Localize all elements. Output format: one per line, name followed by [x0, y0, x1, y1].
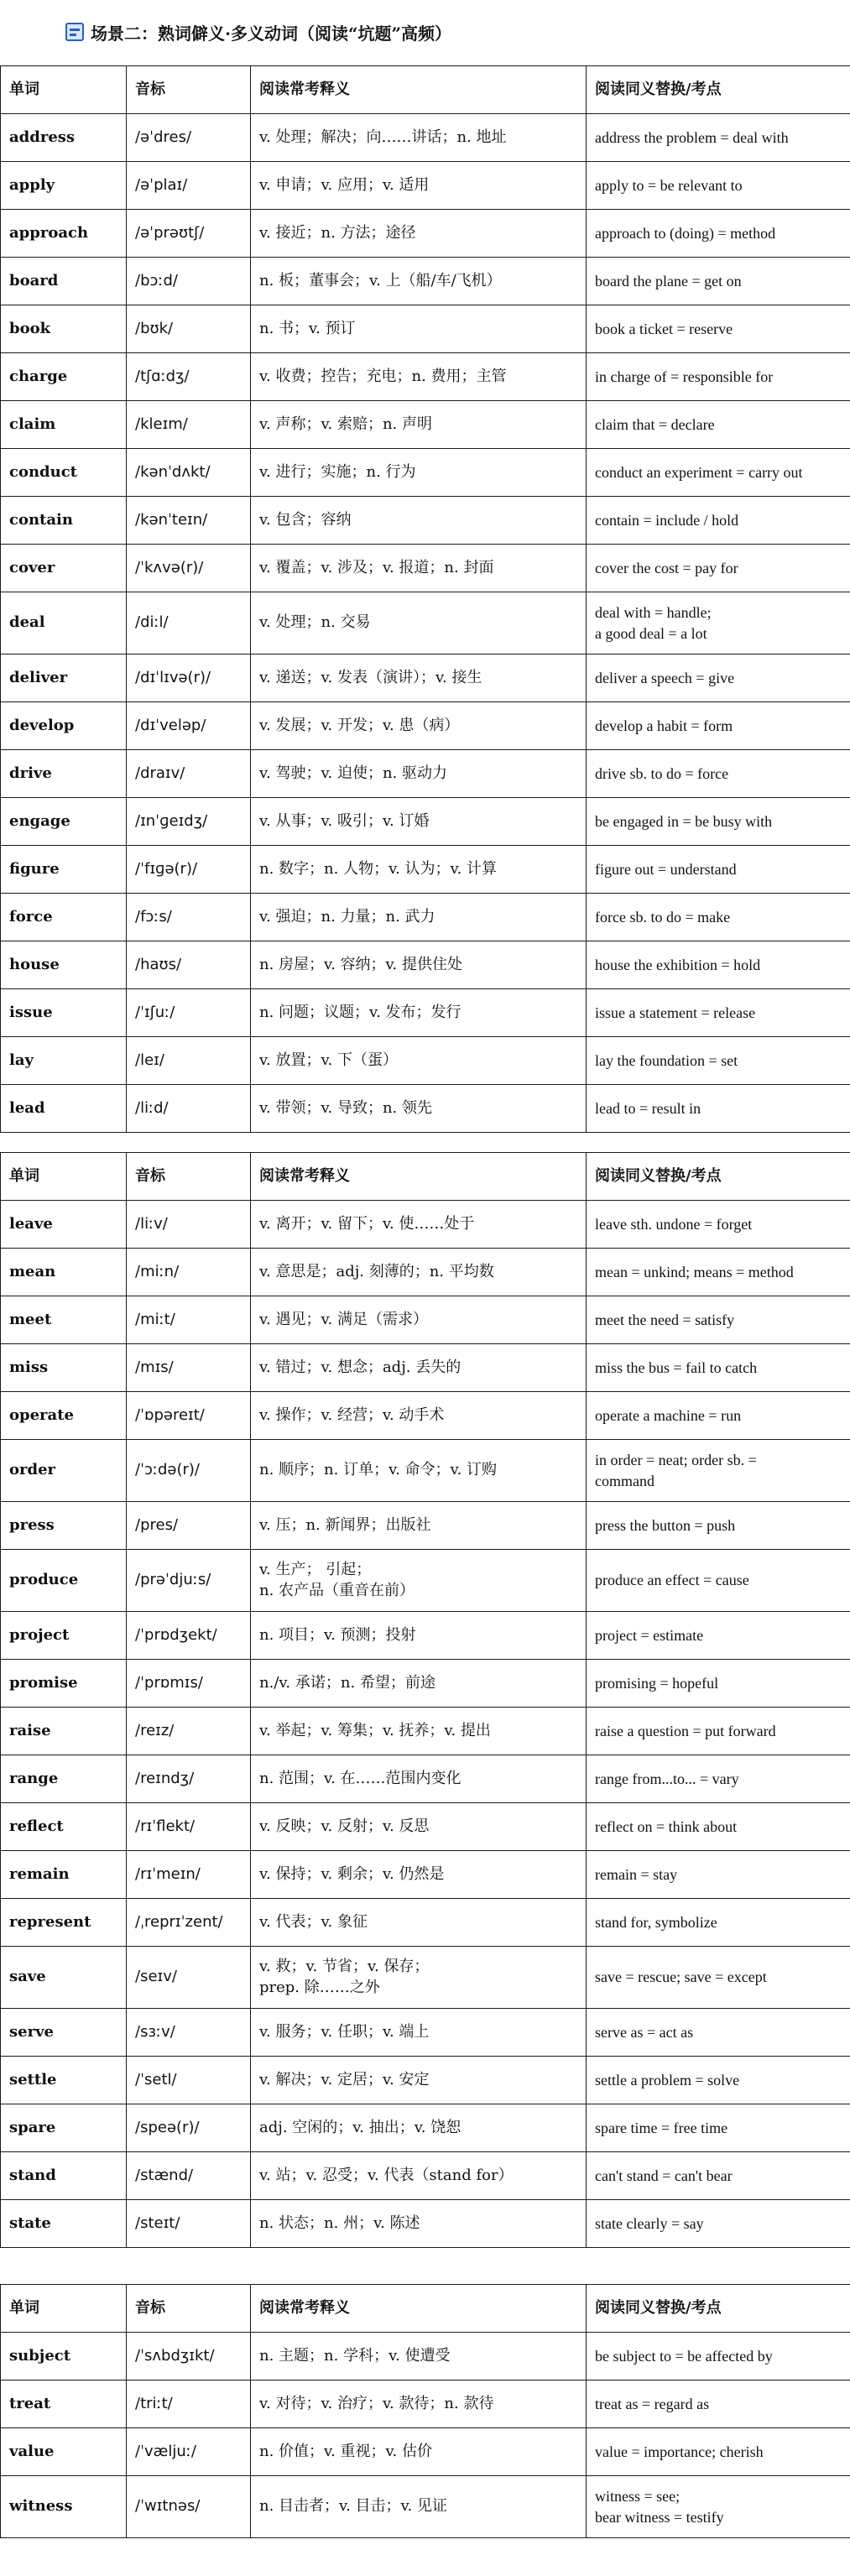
- phonetic-cell: /rɪˈflekt/: [127, 1803, 251, 1851]
- word-cell: value: [1, 2428, 127, 2476]
- phonetic-cell: /liːd/: [127, 1085, 251, 1133]
- word-cell: engage: [1, 798, 127, 846]
- phonetic-cell: /pres/: [127, 1502, 251, 1550]
- header-phonetic: 音标: [127, 66, 251, 114]
- phonetic-cell: /ˈsʌbdʒɪkt/: [127, 2333, 251, 2380]
- table-row: [1, 1947, 850, 2009]
- phonetic-cell: /rɪˈmeɪn/: [127, 1851, 251, 1899]
- header-word: 单词: [1, 1153, 127, 1201]
- meaning-cell: v. 驾驶；v. 迫使；n. 驱动力: [251, 750, 587, 798]
- word-cell: spare: [1, 2104, 127, 2152]
- table-row: [1, 114, 850, 162]
- meaning-cell: v. 救；v. 节省；v. 保存； prep. 除……之外: [251, 1947, 587, 2009]
- synonym-cell: produce an effect = cause: [587, 1550, 850, 1612]
- table-row: [1, 1502, 850, 1550]
- table-row: [1, 1660, 850, 1708]
- meaning-cell: v. 处理；解决；向……讲话；n. 地址: [251, 114, 587, 162]
- table-row: [1, 2200, 850, 2248]
- synonym-cell: figure out = understand: [587, 846, 850, 894]
- table-row: [1, 1085, 850, 1133]
- phonetic-cell: /əˈplaɪ/: [127, 162, 251, 210]
- synonym-cell: deal with = handle; a good deal = a lot: [587, 592, 850, 654]
- word-cell: deliver: [1, 654, 127, 702]
- meaning-cell: v. 代表；v. 象征: [251, 1899, 587, 1947]
- word-cell: settle: [1, 2057, 127, 2104]
- meaning-cell: n. 数字；n. 人物；v. 认为；v. 计算: [251, 846, 587, 894]
- word-cell: subject: [1, 2333, 127, 2380]
- table-row: [1, 449, 850, 497]
- meaning-cell: v. 保持；v. 剩余；v. 仍然是: [251, 1851, 587, 1899]
- phonetic-cell: /stænd/: [127, 2152, 251, 2200]
- meaning-cell: v. 接近；n. 方法；途径: [251, 210, 587, 258]
- word-cell: leave: [1, 1201, 127, 1249]
- synonym-cell: address the problem = deal with: [587, 114, 850, 162]
- table-row: [1, 2057, 850, 2104]
- word-cell: reflect: [1, 1803, 127, 1851]
- meaning-cell: n. 目击者；v. 目击；v. 见证: [251, 2476, 587, 2538]
- synonym-cell: develop a habit = form: [587, 702, 850, 750]
- word-cell: order: [1, 1440, 127, 1502]
- phonetic-cell: /ɪnˈɡeɪdʒ/: [127, 798, 251, 846]
- table-row: [1, 1755, 850, 1803]
- word-cell: produce: [1, 1550, 127, 1612]
- meaning-cell: n. 价值；v. 重视；v. 估价: [251, 2428, 587, 2476]
- meaning-cell: n. 状态；n. 州；v. 陈述: [251, 2200, 587, 2248]
- word-cell: miss: [1, 1344, 127, 1392]
- word-cell: range: [1, 1755, 127, 1803]
- table-row: [1, 1612, 850, 1660]
- synonym-cell: lay the foundation = set: [587, 1037, 850, 1085]
- table-row: [1, 353, 850, 401]
- table-row: [1, 258, 850, 305]
- synonym-cell: raise a question = put forward: [587, 1708, 850, 1755]
- synonym-cell: in charge of = responsible for: [587, 353, 850, 401]
- table-row: [1, 654, 850, 702]
- header-word: 单词: [1, 2285, 127, 2333]
- table-row: [1, 305, 850, 353]
- synonym-cell: miss the bus = fail to catch: [587, 1344, 850, 1392]
- meaning-cell: v. 强迫；n. 力量；n. 武力: [251, 894, 587, 941]
- synonym-cell: state clearly = say: [587, 2200, 850, 2248]
- phonetic-cell: /steɪt/: [127, 2200, 251, 2248]
- phonetic-cell: /ˈfɪɡə(r)/: [127, 846, 251, 894]
- meaning-cell: v. 错过；v. 想念；adj. 丢失的: [251, 1344, 587, 1392]
- phonetic-cell: /haʊs/: [127, 941, 251, 989]
- meaning-cell: n. 板；董事会；v. 上（船/车/飞机）: [251, 258, 587, 305]
- table-row: [1, 1201, 850, 1249]
- word-cell: lay: [1, 1037, 127, 1085]
- word-cell: represent: [1, 1899, 127, 1947]
- meaning-cell: v. 包含；容纳: [251, 497, 587, 545]
- vocab-table-3: [0, 2284, 850, 2538]
- table-row: [1, 592, 850, 654]
- phonetic-cell: /ˈvæljuː/: [127, 2428, 251, 2476]
- meaning-cell: v. 声称；v. 索赔；n. 声明: [251, 401, 587, 449]
- vocab-table-1: [0, 65, 850, 1133]
- word-cell: force: [1, 894, 127, 941]
- meaning-cell: v. 收费；控告；充电；n. 费用；主管: [251, 353, 587, 401]
- word-cell: deal: [1, 592, 127, 654]
- table-row: [1, 1708, 850, 1755]
- meaning-cell: v. 处理；n. 交易: [251, 592, 587, 654]
- header-phonetic: 音标: [127, 2285, 251, 2333]
- word-cell: claim: [1, 401, 127, 449]
- word-cell: charge: [1, 353, 127, 401]
- phonetic-cell: /dɪˈlɪvə(r)/: [127, 654, 251, 702]
- meaning-cell: n. 顺序；n. 订单；v. 命令；v. 订购: [251, 1440, 587, 1502]
- meaning-cell: v. 解决；v. 定居；v. 安定: [251, 2057, 587, 2104]
- table-row: [1, 210, 850, 258]
- phonetic-cell: /ˌreprɪˈzent/: [127, 1899, 251, 1947]
- synonym-cell: cover the cost = pay for: [587, 545, 850, 592]
- phonetic-cell: /prəˈdjuːs/: [127, 1550, 251, 1612]
- word-cell: raise: [1, 1708, 127, 1755]
- phonetic-cell: /ˈɒpəreɪt/: [127, 1392, 251, 1440]
- meaning-cell: v. 反映；v. 反射；v. 反思: [251, 1803, 587, 1851]
- word-cell: mean: [1, 1249, 127, 1296]
- table-row: [1, 2152, 850, 2200]
- table-row: [1, 1440, 850, 1502]
- meaning-cell: v. 申请；v. 应用；v. 适用: [251, 162, 587, 210]
- phonetic-cell: /miːt/: [127, 1296, 251, 1344]
- word-cell: figure: [1, 846, 127, 894]
- meaning-cell: v. 放置；v. 下（蛋）: [251, 1037, 587, 1085]
- meaning-cell: v. 从事；v. 吸引；v. 订婚: [251, 798, 587, 846]
- header-synonym: 阅读同义替换/考点: [587, 1153, 850, 1201]
- meaning-cell: v. 离开；v. 留下；v. 使……处于: [251, 1201, 587, 1249]
- synonym-cell: operate a machine = run: [587, 1392, 850, 1440]
- table-row: [1, 1037, 850, 1085]
- table-row: [1, 941, 850, 989]
- phonetic-cell: /mɪs/: [127, 1344, 251, 1392]
- phonetic-cell: /kənˈdʌkt/: [127, 449, 251, 497]
- synonym-cell: save = rescue; save = except: [587, 1947, 850, 2009]
- word-cell: serve: [1, 2009, 127, 2057]
- meaning-cell: v. 生产； 引起； n. 农产品（重音在前）: [251, 1550, 587, 1612]
- word-cell: drive: [1, 750, 127, 798]
- table-row: [1, 1803, 850, 1851]
- table-row: [1, 750, 850, 798]
- table-row: [1, 1296, 850, 1344]
- phonetic-cell: /seɪv/: [127, 1947, 251, 2009]
- meaning-cell: n. 书；v. 预订: [251, 305, 587, 353]
- table-row: [1, 702, 850, 750]
- meaning-cell: v. 意思是；adj. 刻薄的；n. 平均数: [251, 1249, 587, 1296]
- phonetic-cell: /triːt/: [127, 2380, 251, 2428]
- meaning-cell: n. 房屋；v. 容纳；v. 提供住处: [251, 941, 587, 989]
- phonetic-cell: /əˈdres/: [127, 114, 251, 162]
- table-row: [1, 846, 850, 894]
- synonym-cell: project = estimate: [587, 1612, 850, 1660]
- table-row: [1, 1392, 850, 1440]
- synonym-cell: meet the need = satisfy: [587, 1296, 850, 1344]
- phonetic-cell: /tʃɑːdʒ/: [127, 353, 251, 401]
- word-cell: promise: [1, 1660, 127, 1708]
- table-row: [1, 1899, 850, 1947]
- phonetic-cell: /leɪ/: [127, 1037, 251, 1085]
- synonym-cell: in order = neat; order sb. = command: [587, 1440, 850, 1502]
- synonym-cell: be subject to = be affected by: [587, 2333, 850, 2380]
- table-row: [1, 798, 850, 846]
- header-row: [1, 2285, 850, 2333]
- synonym-cell: force sb. to do = make: [587, 894, 850, 941]
- synonym-cell: remain = stay: [587, 1851, 850, 1899]
- phonetic-cell: /sɜːv/: [127, 2009, 251, 2057]
- header-meaning: 阅读常考释义: [251, 66, 587, 114]
- phonetic-cell: /ˈprɒmɪs/: [127, 1660, 251, 1708]
- phonetic-cell: /liːv/: [127, 1201, 251, 1249]
- synonym-cell: leave sth. undone = forget: [587, 1201, 850, 1249]
- phonetic-cell: /fɔːs/: [127, 894, 251, 941]
- synonym-cell: book a ticket = reserve: [587, 305, 850, 353]
- header-phonetic: 音标: [127, 1153, 251, 1201]
- synonym-cell: lead to = result in: [587, 1085, 850, 1133]
- header-row: [1, 1153, 850, 1201]
- table-row: [1, 162, 850, 210]
- meaning-cell: n. 主题；n. 学科；v. 使遭受: [251, 2333, 587, 2380]
- phonetic-cell: /ˈkʌvə(r)/: [127, 545, 251, 592]
- phonetic-cell: /ˈprɒdʒekt/: [127, 1612, 251, 1660]
- table-row: [1, 401, 850, 449]
- synonym-cell: deliver a speech = give: [587, 654, 850, 702]
- word-cell: project: [1, 1612, 127, 1660]
- synonym-cell: value = importance; cherish: [587, 2428, 850, 2476]
- meaning-cell: v. 带领；v. 导致；n. 领先: [251, 1085, 587, 1133]
- meaning-cell: v. 覆盖；v. 涉及；v. 报道；n. 封面: [251, 545, 587, 592]
- meaning-cell: v. 站；v. 忍受；v. 代表（stand for）: [251, 2152, 587, 2200]
- phonetic-cell: /bɔːd/: [127, 258, 251, 305]
- word-cell: lead: [1, 1085, 127, 1133]
- section-title: [65, 15, 451, 49]
- table-row: [1, 1851, 850, 1899]
- phonetic-cell: /diːl/: [127, 592, 251, 654]
- synonym-cell: serve as = act as: [587, 2009, 850, 2057]
- word-cell: board: [1, 258, 127, 305]
- synonym-cell: can't stand = can't bear: [587, 2152, 850, 2200]
- meaning-cell: adj. 空闲的；v. 抽出；v. 饶恕: [251, 2104, 587, 2152]
- table-row: [1, 894, 850, 941]
- vocab-table-2: [0, 1152, 850, 2248]
- phonetic-cell: /ˈwɪtnəs/: [127, 2476, 251, 2538]
- header-word: 单词: [1, 66, 127, 114]
- word-cell: house: [1, 941, 127, 989]
- word-cell: contain: [1, 497, 127, 545]
- synonym-cell: board the plane = get on: [587, 258, 850, 305]
- synonym-cell: reflect on = think about: [587, 1803, 850, 1851]
- phonetic-cell: /speə(r)/: [127, 2104, 251, 2152]
- phonetic-cell: /ˈɔːdə(r)/: [127, 1440, 251, 1502]
- synonym-cell: drive sb. to do = force: [587, 750, 850, 798]
- meaning-cell: v. 举起；v. 筹集；v. 抚养；v. 提出: [251, 1708, 587, 1755]
- synonym-cell: range from...to... = vary: [587, 1755, 850, 1803]
- word-cell: approach: [1, 210, 127, 258]
- phonetic-cell: /reɪz/: [127, 1708, 251, 1755]
- table-row: [1, 2428, 850, 2476]
- meaning-cell: v. 进行；实施；n. 行为: [251, 449, 587, 497]
- table-row: [1, 2380, 850, 2428]
- meaning-cell: v. 服务；v. 任职；v. 端上: [251, 2009, 587, 2057]
- word-cell: treat: [1, 2380, 127, 2428]
- synonym-cell: settle a problem = solve: [587, 2057, 850, 2104]
- header-synonym: 阅读同义替换/考点: [587, 66, 850, 114]
- word-cell: operate: [1, 1392, 127, 1440]
- word-cell: issue: [1, 989, 127, 1037]
- synonym-cell: spare time = free time: [587, 2104, 850, 2152]
- table-row: [1, 989, 850, 1037]
- table-row: [1, 497, 850, 545]
- phonetic-cell: /bʊk/: [127, 305, 251, 353]
- word-cell: save: [1, 1947, 127, 2009]
- phonetic-cell: /kleɪm/: [127, 401, 251, 449]
- meaning-cell: n./v. 承诺；n. 希望；前途: [251, 1660, 587, 1708]
- phonetic-cell: /ˈsetl/: [127, 2057, 251, 2104]
- synonym-cell: promising = hopeful: [587, 1660, 850, 1708]
- synonym-cell: stand for, symbolize: [587, 1899, 850, 1947]
- phonetic-cell: /kənˈteɪn/: [127, 497, 251, 545]
- word-cell: press: [1, 1502, 127, 1550]
- word-cell: meet: [1, 1296, 127, 1344]
- meaning-cell: n. 项目；v. 预测；投射: [251, 1612, 587, 1660]
- table-row: [1, 1344, 850, 1392]
- header-synonym: 阅读同义替换/考点: [587, 2285, 850, 2333]
- synonym-cell: contain = include / hold: [587, 497, 850, 545]
- meaning-cell: v. 发展；v. 开发；v. 患（病）: [251, 702, 587, 750]
- table-row: [1, 1550, 850, 1612]
- word-cell: stand: [1, 2152, 127, 2200]
- meaning-cell: v. 遇见；v. 满足（需求）: [251, 1296, 587, 1344]
- synonym-cell: claim that = declare: [587, 401, 850, 449]
- word-cell: witness: [1, 2476, 127, 2538]
- table-row: [1, 545, 850, 592]
- phonetic-cell: /miːn/: [127, 1249, 251, 1296]
- synonym-cell: conduct an experiment = carry out: [587, 449, 850, 497]
- table-row: [1, 1249, 850, 1296]
- synonym-cell: house the exhibition = hold: [587, 941, 850, 989]
- word-cell: address: [1, 114, 127, 162]
- header-meaning: 阅读常考释义: [251, 1153, 587, 1201]
- meaning-cell: n. 问题；议题；v. 发布；发行: [251, 989, 587, 1037]
- header-row: [1, 66, 850, 114]
- word-cell: book: [1, 305, 127, 353]
- synonym-cell: press the button = push: [587, 1502, 850, 1550]
- synonym-cell: approach to (doing) = method: [587, 210, 850, 258]
- phonetic-cell: /draɪv/: [127, 750, 251, 798]
- phonetic-cell: /dɪˈveləp/: [127, 702, 251, 750]
- synonym-cell: be engaged in = be busy with: [587, 798, 850, 846]
- word-cell: apply: [1, 162, 127, 210]
- word-cell: conduct: [1, 449, 127, 497]
- word-cell: develop: [1, 702, 127, 750]
- synonym-cell: witness = see; bear witness = testify: [587, 2476, 850, 2538]
- meaning-cell: v. 递送；v. 发表（演讲）；v. 接生: [251, 654, 587, 702]
- meaning-cell: n. 范围；v. 在……范围内变化: [251, 1755, 587, 1803]
- meaning-cell: v. 对待；v. 治疗；v. 款待；n. 款待: [251, 2380, 587, 2428]
- synonym-cell: treat as = regard as: [587, 2380, 850, 2428]
- table-row: [1, 2009, 850, 2057]
- meaning-cell: v. 压；n. 新闻界；出版社: [251, 1502, 587, 1550]
- synonym-cell: mean = unkind; means = method: [587, 1249, 850, 1296]
- word-cell: cover: [1, 545, 127, 592]
- header-meaning: 阅读常考释义: [251, 2285, 587, 2333]
- phonetic-cell: /əˈprəʊtʃ/: [127, 210, 251, 258]
- phonetic-cell: /reɪndʒ/: [127, 1755, 251, 1803]
- table-row: [1, 2104, 850, 2152]
- synonym-cell: issue a statement = release: [587, 989, 850, 1037]
- document-icon: [65, 23, 84, 41]
- word-cell: remain: [1, 1851, 127, 1899]
- table-row: [1, 2333, 850, 2380]
- synonym-cell: apply to = be relevant to: [587, 162, 850, 210]
- section-title-text: 场景二：熟词僻义·多义动词（阅读“坑题”高频）: [91, 23, 451, 44]
- phonetic-cell: /ˈɪʃuː/: [127, 989, 251, 1037]
- word-cell: state: [1, 2200, 127, 2248]
- meaning-cell: v. 操作；v. 经营；v. 动手术: [251, 1392, 587, 1440]
- table-row: [1, 2476, 850, 2538]
